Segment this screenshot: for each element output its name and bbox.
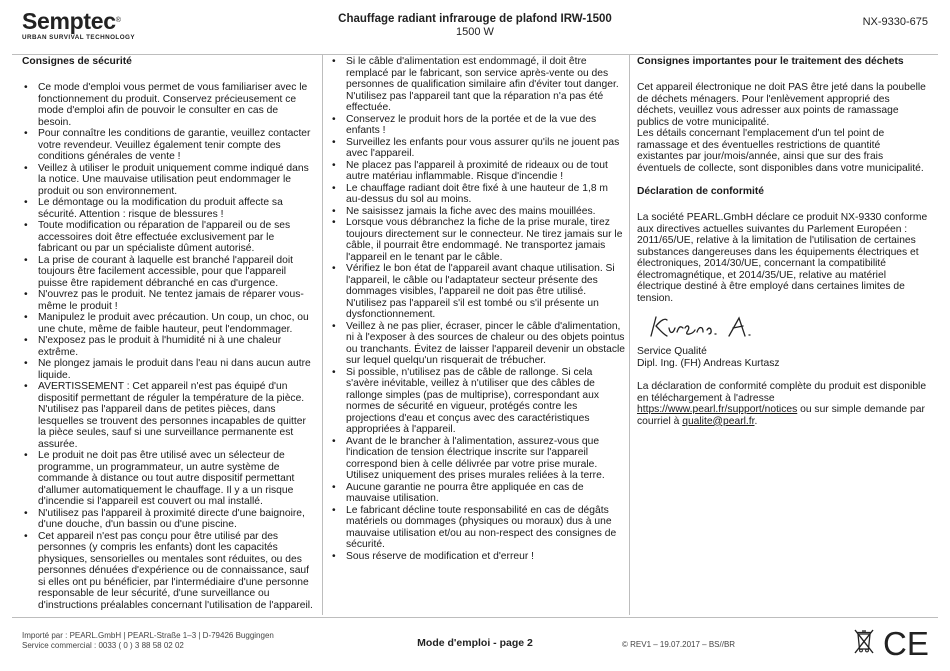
declaration-download-paragraph: La déclaration de conformité complète du produit est disponible en téléchargement à l'adresse https://www.pearl.fr/support/notices ou sur simple demande par courriel à qualite@pearl.fr. <box>637 381 927 427</box>
list-item: • AVERTISSEMENT : Cet appareil n'est pas équipé d'un dispositif permettant de réguler la température de la pièce. N'utilisez pas l'appareil dans de petites pièces, dans lesquelles se trouvent des personnes incapables de quitter la pièce seules, sauf si une surveillance permanente est assurée. <box>22 381 314 450</box>
signatory-department: Service Qualité <box>637 346 707 357</box>
list-item: • Vérifiez le bon état de l'appareil avant chaque utilisation. Si l'appareil, le câble ou l'adaptateur secteur présente des dommages visibles, l'appareil ne doit pas être utilisé. N'utilisez pas l'appareil s'il est tombé ou s'il présente un dysfonctionnement. <box>330 263 625 321</box>
service-phone: Service commercial : 0033 ( 0 ) 3 88 58 02 02 <box>22 641 184 650</box>
list-item: • Ce mode d'emploi vous permet de vous familiariser avec le fonctionnement du produit. Conservez précieusement ce mode d'emploi afin de pouvoir le consulter en cas de besoin. <box>22 82 314 128</box>
list-item: • Lorsque vous débranchez la fiche de la prise murale, tirez toujours directement sur le connecteur. Ne tirez jamais sur le câble, il pourrait être endommagé. Ne transportez jamais l'appareil en le tenant par le câble. <box>330 217 625 263</box>
list-item: • Pour connaître les conditions de garantie, veuillez contacter votre revendeur. Veuillez également tenir compte des conditions générales de vente ! <box>22 128 314 163</box>
ce-mark-text: CE <box>883 627 929 659</box>
list-item: • Le fabricant décline toute responsabilité en cas de dégâts matériels ou dommages (physiques ou moraux) dus à une mauvaise utilisation et/ou au non-respect des consignes de sécurité. <box>330 505 625 551</box>
safety-list-2 <box>330 56 625 562</box>
safety-column-1 <box>22 56 314 611</box>
safety-heading: Consignes de sécurité <box>22 56 132 67</box>
ce-mark-icon <box>882 627 930 659</box>
signatory-name: Dipl. Ing. (FH) Andreas Kurtasz <box>637 357 780 369</box>
page-header <box>0 0 950 52</box>
list-item: • Le produit ne doit pas être utilisé avec un sélecteur de programme, un programmateur, un autre système de commande à distance ou tout autre dispositif permettant d'allumer automatiquement le chauffage. Il y a un risque d'incendie si l'appareil est couvert ou mal installé. <box>22 450 314 508</box>
list-item: • Le démontage ou la modification du produit affecte sa sécurité. Attention : risque de blessures ! <box>22 197 314 220</box>
notices-link[interactable]: https://www.pearl.fr/support/notices <box>637 404 798 415</box>
column-divider-2 <box>629 55 630 615</box>
list-item: • N'exposez pas le produit à l'humidité ni à une chaleur extrême. <box>22 335 314 358</box>
disposal-heading: Consignes importantes pour le traitement des déchets <box>637 56 904 67</box>
list-item: • Ne saisissez jamais la fiche avec des mains mouillées. <box>330 206 625 218</box>
list-item: • Aucune garantie ne pourra être appliquée en cas de mauvaise utilisation. <box>330 482 625 505</box>
list-item: • Avant de le brancher à l'alimentation, assurez-vous que l'indication de tension électrique inscrite sur l'appareil correspond bien à celle délivrée par votre prise murale. Utilisez uniquement des prises murales reliées à la terre. <box>330 436 625 482</box>
list-item: • Conservez le produit hors de la portée et de la vue des enfants ! <box>330 114 625 137</box>
disposal-paragraph: Cet appareil électronique ne doit PAS être jeté dans la poubelle de déchets ménagers. Pour l'enlèvement approprié des déchets, veuillez vous adresser aux points de ramassage publics de votre municipalité. <box>637 82 926 128</box>
list-item: • Si possible, n'utilisez pas de câble de rallonge. Si cela s'avère inévitable, veillez à n'utiliser que des câbles de rallonge simples (pas de multiprise), correspondant aux normes de sécurité en vigueur, protégés contre les projections d'eau et conçus avec des caractéristiques appropriées à l'appareil. <box>330 367 625 436</box>
list-item: • Ne placez pas l'appareil à proximité de rideaux ou de tout autre matériau inflammable. Risque d'incendie ! <box>330 160 625 183</box>
logo-text: Semptec <box>22 8 116 34</box>
list-item: • N'utilisez pas l'appareil à proximité directe d'une baignoire, d'une douche, d'un bassin ou d'une piscine. <box>22 508 314 531</box>
list-item: • La prise de courant à laquelle est branché l'appareil doit toujours être facilement accessible, pour que l'appareil puisse être rapidement débranché en cas d'urgence. <box>22 255 314 290</box>
list-item: • Si le câble d'alimentation est endommagé, il doit être remplacé par le fabricant, son service après-vente ou des personnes de qualification similaire afin d'éviter tout danger. N'utilisez pas l'appareil tant que la réparation n'a pas été effectuée. <box>330 56 625 114</box>
list-item: • Manipulez le produit avec précaution. Un coup, un choc, ou une chute, même de faible hauteur, peut l'endommager. <box>22 312 314 335</box>
safety-list-1 <box>22 82 314 611</box>
disposal-details-paragraph: Les détails concernant l'emplacement d'un tel point de ramassage et des éventuelles restrictions de quantité existantes par jour/mois/année, ainsi que sur des frais éventuels de collecte, sont disponibles dans votre municipalité. <box>637 128 924 174</box>
footer-divider <box>12 617 938 618</box>
conformity-paragraph: La société PEARL.GmbH déclare ce produit NX-9330 conforme aux directives actuelles suivantes du Parlement Européen : 2011/65/UE, relative à la limitation de l'utilisation de certaines substances dangereuses dans les équipements électriques et électroniques, 2014/30/UE, concernant la compatibilité électromagnétique, et 2014/35/UE, relative au matériel électrique destiné à être employé dans certaines limites de tension. <box>637 212 928 304</box>
list-item: • Veillez à ne pas plier, écraser, pincer le câble d'alimentation, ni à l'exposer à des sources de chaleur ou des objets pointus ou tranchants. Évitez de laisser l'appareil devenir un obstacle sur lequel quelqu'un risquerait de trébucher. <box>330 321 625 367</box>
page-number-label: Mode d'emploi - page 2 <box>417 637 533 649</box>
list-item: • Ne plongez jamais le produit dans l'eau ni dans aucun autre liquide. <box>22 358 314 381</box>
conformity-heading: Déclaration de conformité <box>637 186 765 197</box>
list-item: • Toute modification ou réparation de l'appareil ou de ses accessoires doit être effectuée exclusivement par le fabricant ou par un spécialiste dûment autorisé. <box>22 220 314 255</box>
logo-registered-mark: ® <box>115 17 121 24</box>
logo-tagline: URBAN SURVIVAL TECHNOLOGY <box>22 34 136 41</box>
list-item: • Surveillez les enfants pour vous assurer qu'ils ne jouent pas avec l'appareil. <box>330 137 625 160</box>
importer-address: Importé par : PEARL.GmbH | PEARL-Straße 1–3 | D-79426 Buggingen <box>22 631 274 640</box>
list-item: • N'ouvrez pas le produit. Ne tentez jamais de réparer vous-même le produit ! <box>22 289 314 312</box>
info-column <box>637 56 929 427</box>
column-divider-1 <box>322 55 323 615</box>
email-link[interactable]: qualite@pearl.fr <box>682 415 755 427</box>
list-item: • Cet appareil n'est pas conçu pour être utilisé par des personnes (y compris les enfants) dont les capacités physiques, sensorielles ou mentales sont réduites, ou des personnes dénuées d'expérience ou de connaissance, sauf si elles ont pu bénéficier, par l'intermédiaire d'une personne responsable de leur sécurité, d'une surveillance ou d'instructions préalables concernant l'utilisation de l'appareil. <box>22 531 314 612</box>
list-item: • Sous réserve de modification et d'erreur ! <box>330 551 625 563</box>
safety-column-2 <box>330 56 625 562</box>
header-divider <box>12 54 938 55</box>
list-item: • Le chauffage radiant doit être fixé à une hauteur de 1,8 m au-dessus du sol au moins. <box>330 183 625 206</box>
document-title: Chauffage radiant infrarouge de plafond IRW-1500 <box>338 13 612 25</box>
item-number: NX-9330-675 <box>862 16 928 28</box>
revision-info: © REV1 – 19.07.2017 – BS//BR <box>622 640 736 649</box>
list-item: • Veillez à utiliser le produit uniquement comme indiqué dans la notice. Une mauvaise utilisation peut endommager le produit ou son environnement. <box>22 163 314 198</box>
signature-image <box>647 314 767 340</box>
weee-bin-icon <box>853 628 875 654</box>
document-subtitle: 1500 W <box>456 26 494 38</box>
